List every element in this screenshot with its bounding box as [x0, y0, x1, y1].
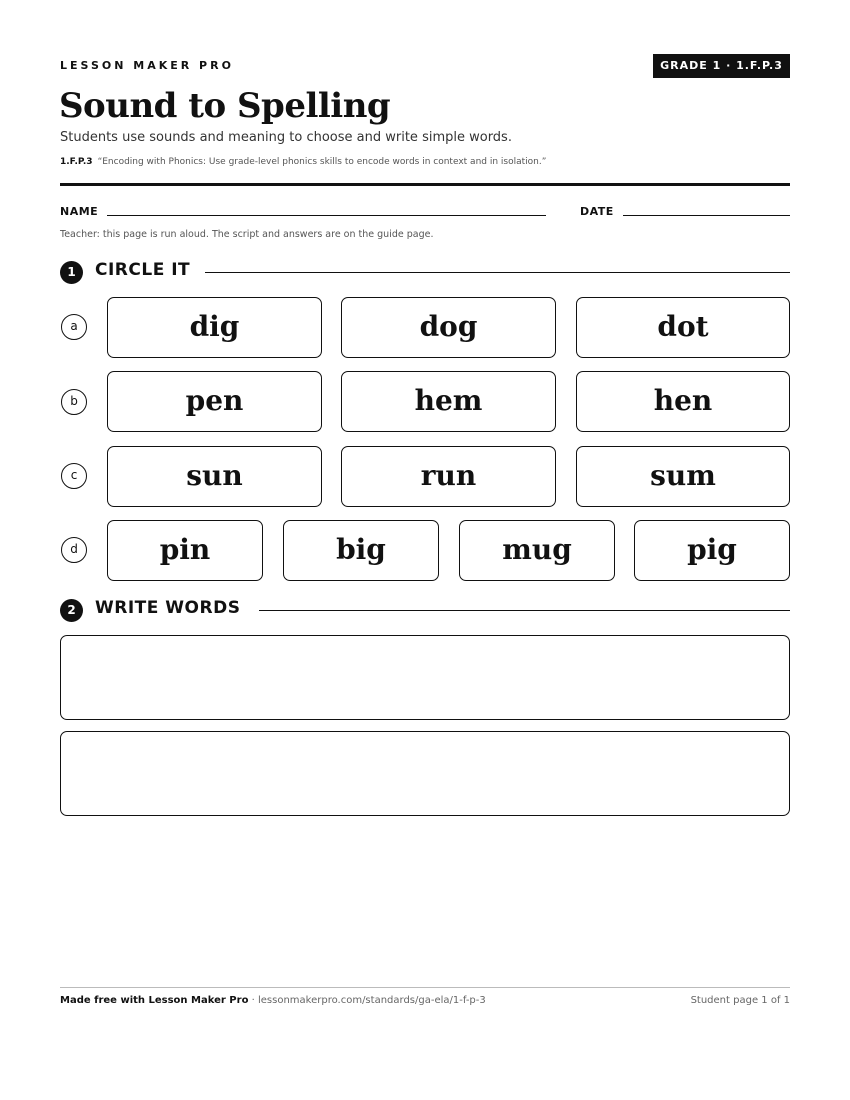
section-rule — [259, 610, 790, 611]
date-field[interactable] — [623, 215, 790, 216]
word-choice-sun[interactable]: sun — [107, 446, 322, 507]
word-choice-big[interactable]: big — [283, 520, 439, 581]
word-choice-pin[interactable]: pin — [107, 520, 263, 581]
section-title: CIRCLE IT — [95, 260, 191, 280]
row-letter-c: c — [61, 463, 87, 489]
write-word-box-2[interactable] — [60, 731, 790, 816]
standard-line — [60, 157, 546, 167]
name-label: NAME — [60, 205, 99, 218]
footer-link[interactable]: · lessonmakerpro.com/standards/ga-ela/1-f-p-3 — [248, 995, 486, 1006]
word-choice-mug[interactable]: mug — [459, 520, 615, 581]
word-choice-pig[interactable]: pig — [634, 520, 790, 581]
standard-text: “Encoding with Phonics: Use grade-level phonics skills to encode words in context and in isolation.” — [97, 157, 547, 167]
header-divider — [60, 183, 790, 186]
standard-code: 1.F.P.3 — [60, 157, 93, 167]
word-choice-hem[interactable]: hem — [341, 371, 556, 432]
name-field[interactable] — [107, 215, 546, 216]
footer-brand: Made free with Lesson Maker Pro — [60, 995, 249, 1006]
word-choice-dig[interactable]: dig — [107, 297, 322, 358]
word-choice-sum[interactable]: sum — [576, 446, 790, 507]
section-title: WRITE WORDS — [95, 598, 241, 618]
word-choice-hen[interactable]: hen — [576, 371, 790, 432]
section-number-badge: 1 — [60, 261, 83, 284]
word-choice-pen[interactable]: pen — [107, 371, 322, 432]
word-choice-dot[interactable]: dot — [576, 297, 790, 358]
page-subtitle: Students use sounds and meaning to choose and write simple words. — [60, 130, 512, 145]
footer-divider — [60, 987, 790, 988]
section-circle-it-header — [60, 260, 790, 282]
section-write-words-header — [60, 598, 790, 620]
word-choice-run[interactable]: run — [341, 446, 556, 507]
row-letter-b: b — [61, 389, 87, 415]
brand-name: LESSON MAKER PRO — [60, 59, 234, 72]
grade-badge: GRADE 1 · 1.F.P.3 — [653, 54, 790, 78]
section-number-badge: 2 — [60, 599, 83, 622]
teacher-note: Teacher: this page is run aloud. The script and answers are on the guide page. — [60, 229, 434, 240]
row-letter-a: a — [61, 314, 87, 340]
row-letter-d: d — [61, 537, 87, 563]
date-label: DATE — [580, 205, 614, 218]
section-rule — [205, 272, 790, 273]
word-choice-dog[interactable]: dog — [341, 297, 556, 358]
footer-credit — [60, 995, 486, 1006]
footer-page-number: Student page 1 of 1 — [690, 995, 790, 1006]
write-word-box-1[interactable] — [60, 635, 790, 720]
page-title: Sound to Spelling — [59, 86, 391, 126]
